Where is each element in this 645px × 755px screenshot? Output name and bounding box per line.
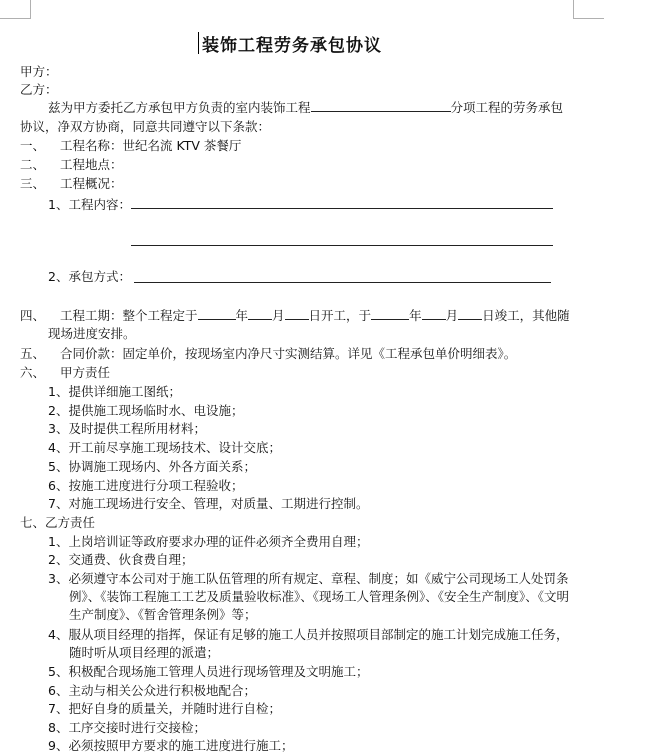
party-a-label: 甲方： [20,64,58,79]
section-4-text: 工程工期：整个工程定于 年 月 日开工，于 年 月 日竣工，其他随 [60,308,570,323]
section-1-num: 一、 [20,138,46,153]
list-item: 3、及时提供工程所用材料； [48,421,206,436]
section-6-num: 六、 [20,365,46,380]
project-content-label: 1、工程内容： [48,197,131,212]
section-4-line-2: 现场进度安排。 [48,326,136,341]
list-item: 8、工序交接时进行交接检； [48,720,206,735]
section-2-text: 工程地点： [60,157,123,172]
section-3-text: 工程概况： [60,176,123,191]
section-5-text: 合同价款：固定单价，按现场室内净尺寸实测结算。详见《工程承包单价明细表》。 [60,346,517,361]
project-content-line-1 [131,208,553,209]
document-title: 装饰工程劳务承包协议 [202,36,382,56]
list-item: 9、必须按照甲方要求的施工进度进行施工； [48,738,294,753]
project-name-blank [311,99,451,112]
section-4-num: 四、 [20,308,46,323]
list-item-continued: 例》、《装饰工程施工工艺及质量验收标准》、《现场工人管理条例》、《安全生产制度》、《文明 [69,589,570,604]
page-corner-mark-right [573,0,604,19]
list-item: 7、把好自身的质量关，并随时进行自检； [48,701,281,716]
text-cursor [198,32,199,54]
intro-paragraph [48,99,563,117]
project-content-line-2 [131,245,553,246]
list-item: 2、交通费、伙食费自理； [48,552,194,567]
intro-line-2: 协议，净双方协商，同意共同遵守以下条款： [20,119,271,134]
party-b-label: 乙方： [20,82,58,97]
list-item: 6、按施工进度进行分项工程验收； [48,478,244,493]
list-item: 4、开工前尽享施工现场技术、设计交底； [48,440,281,455]
section-2-num: 二、 [20,157,46,172]
contract-mode-label: 2、承包方式： [48,269,131,284]
list-item: 7、对施工现场进行安全、管理，对质量、工期进行控制。 [48,496,369,511]
section-6-heading: 甲方责任 [60,365,111,380]
intro-text-1: 兹为甲方委托乙方承包甲方负责的室内装饰工程 [48,100,311,115]
list-item: 2、提供施工现场临时水、电设施； [48,403,244,418]
list-item: 1、提供详细施工图纸； [48,384,181,399]
list-item: 3、必须遵守本公司对于施工队伍管理的所有规定、章程、制度；如《威宁公司现场工人处罚条 [48,571,569,586]
list-item: 4、服从项目经理的指挥，保证有足够的施工人员并按照项目部制定的施工计划完成施工任务， [48,627,569,642]
list-item-continued: 随时听从项目经理的派遣； [69,645,220,660]
list-item: 1、上岗培训证等政府要求办理的证件必须齐全费用自理； [48,534,369,549]
list-item: 5、协调施工现场内、外各方面关系； [48,459,256,474]
section-3-num: 三、 [20,176,46,191]
section-5-num: 五、 [20,346,46,361]
list-item: 5、积极配合现场施工管理人员进行现场管理及文明施工； [48,664,369,679]
page-corner-mark-left [0,0,31,19]
section-1-text: 工程名称：世纪名流 KTV 茶餐厅 [60,138,242,153]
contract-mode-line [134,282,551,283]
section-7-heading: 七、乙方责任 [20,515,96,530]
list-item-continued: 生产制度》、《暂舍管理条例》等； [69,607,257,622]
intro-text-2: 分项工程的劳务承包 [450,100,564,115]
list-item: 6、主动与相关公众进行积极地配合； [48,683,256,698]
